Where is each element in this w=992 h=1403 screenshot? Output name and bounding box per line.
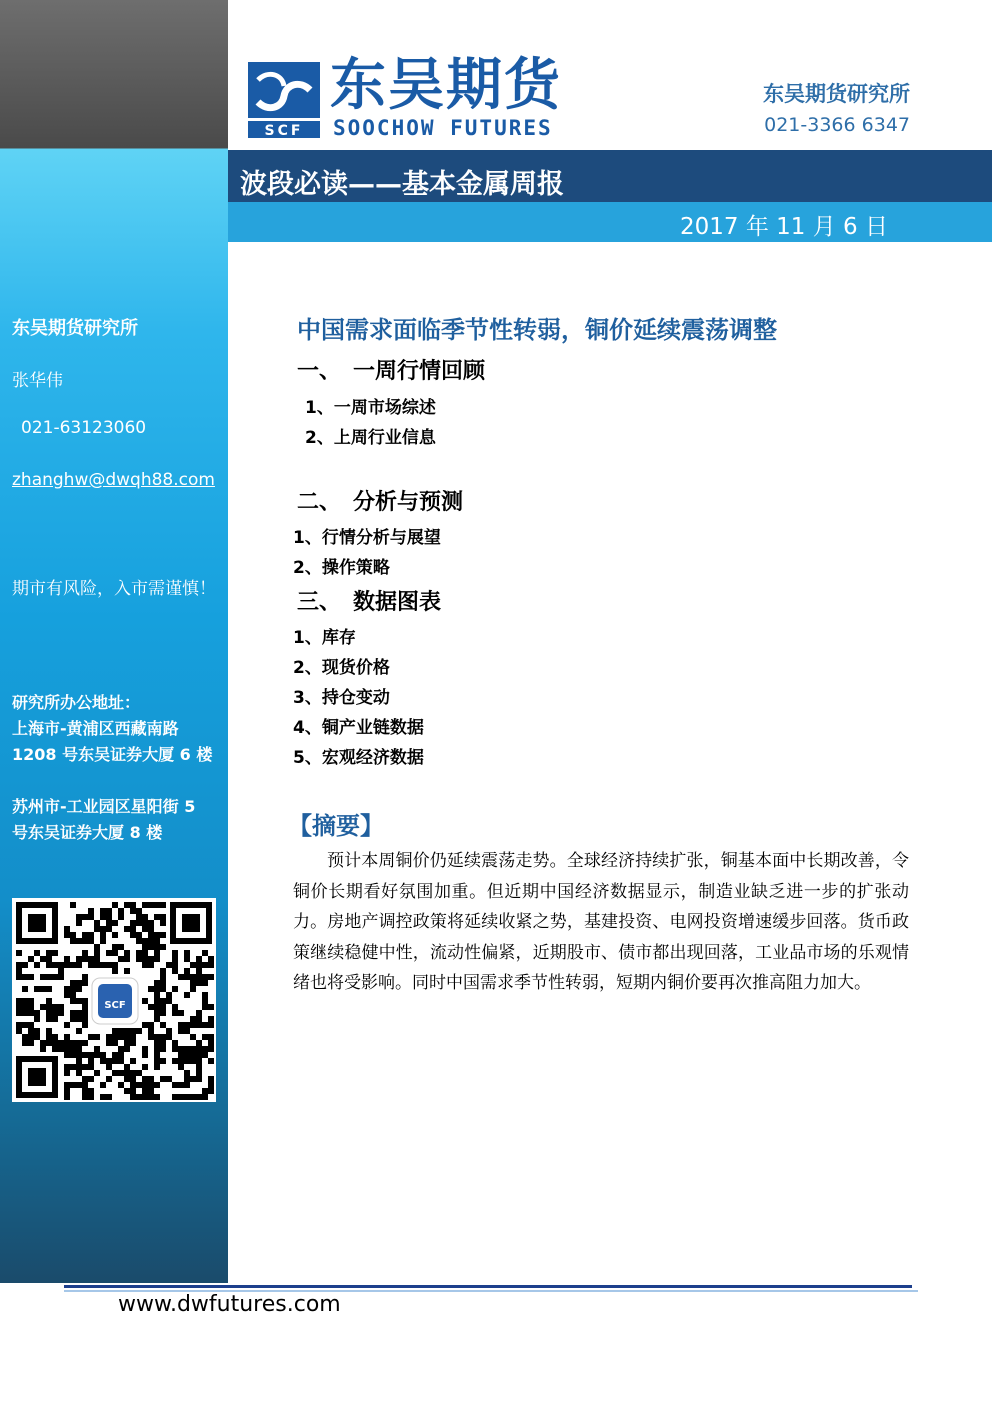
section-heading [297,354,485,385]
section-number: 三、 [297,590,342,615]
section-number: 二、 [297,490,342,515]
toc-item[interactable]: 2、操作策略 [293,558,390,578]
header-org: 东吴期货研究所 [763,82,910,106]
svg-text:SCF: SCF [104,1000,126,1011]
sidebar-org: 东吴期货研究所 [12,318,138,339]
svg-text:SCF: SCF [264,123,304,138]
abstract-text: 预计本周铜价仍延续震荡走势。全球经济持续扩张，铜基本面中长期改善，令铜价长期看好氛围加重。但近期中国经济数据显示，制造业缺乏进一步的扩张动力。房地产调控政策将延续收紧之势，基建投资、电网投资增速缓步回落。货币政策继续稳健中性，流动性偏紧，近期股市、债市都出现回落，工业品市场的乐观情绪也将受影响。同时中国需求季节性转弱，短期内铜价要再次推高阻力加大。 [293,851,909,993]
toc-item[interactable]: 1、行情分析与展望 [293,528,441,548]
analyst-email-link[interactable]: zhanghw@dwqh88.com [12,470,215,490]
report-headline: 中国需求面临季节性转弱，铜价延续震荡调整 [297,316,777,344]
analyst-phone: 021-63123060 [21,418,147,438]
toc-item[interactable]: 3、持仓变动 [293,688,390,708]
analyst-name: 张华伟 [12,371,63,391]
section-heading [297,585,441,616]
section-number: 一、 [297,359,342,384]
report-date: 2017 年 11 月 6 日 [680,214,888,240]
address-label: 研究所办公地址： [12,693,141,712]
address-suzhou-line2: 号东吴证券大厦 8 楼 [12,823,163,842]
address-suzhou-line1: 苏州市-工业园区星阳街 5 [12,797,196,816]
toc-item[interactable]: 5、宏观经济数据 [293,748,424,768]
toc-item[interactable]: 2、上周行业信息 [305,428,436,448]
risk-warning: 期市有风险，入市需谨慎！ [12,579,216,599]
section-title: 一周行情回顾 [353,359,486,384]
section-heading [297,485,463,516]
logo-english-name: SOOCHOW FUTURES [333,116,553,140]
section-title: 数据图表 [353,590,442,615]
address-shanghai-line1: 上海市-黄浦区西藏南路 [12,719,179,738]
toc-item[interactable]: 2、现货价格 [293,658,390,678]
toc-item[interactable]: 4、铜产业链数据 [293,718,424,738]
logo-chinese-name: 东吴期货 [330,53,562,118]
abstract-heading: 【摘要】 [288,812,384,840]
header-phone: 021-3366 6347 [764,114,910,136]
toc-item[interactable]: 1、一周市场综述 [305,398,436,418]
report-title: 波段必读——基本金属周报 [240,169,564,200]
footer-divider [64,1285,912,1288]
qr-code-icon [12,898,216,1102]
scf-logo-icon [248,62,320,138]
address-shanghai-line2: 1208 号东吴证券大厦 6 楼 [12,745,213,764]
website-link[interactable]: www.dwfutures.com [118,1292,341,1317]
toc-item[interactable]: 1、库存 [293,628,356,648]
section-title: 分析与预测 [353,490,464,515]
